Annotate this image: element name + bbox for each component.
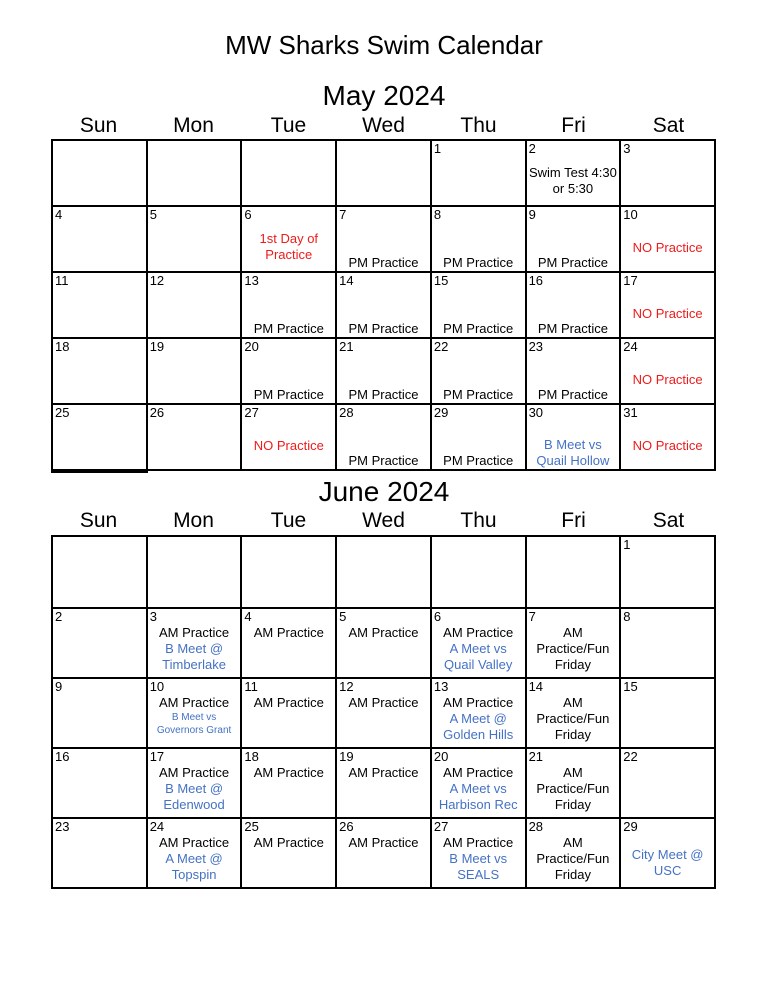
day-cell (621, 141, 716, 207)
weekday-label: Thu (460, 509, 497, 532)
event-text: PM Practice (253, 321, 324, 336)
day-cell (527, 609, 622, 679)
day-cell (621, 273, 716, 339)
day-number: 16 (528, 273, 544, 288)
day-number: 9 (55, 679, 63, 694)
event-text: AM Practice (348, 625, 419, 640)
event-text: B Meet vs SEALS (449, 851, 508, 882)
event-text: AM Practice (348, 695, 419, 710)
day-cell (337, 537, 432, 609)
day-number: 24 (149, 819, 165, 834)
event-text: AM Practice (443, 835, 514, 850)
day-number: 5 (149, 207, 157, 222)
day-number: 1 (433, 141, 442, 156)
day-number: 12 (149, 273, 165, 288)
day-cell (432, 207, 527, 273)
event-text: B Meet @ Timberlake (162, 641, 226, 672)
day-number: 13 (244, 273, 259, 288)
day-number: 22 (433, 339, 449, 354)
event-text: PM Practice (253, 387, 324, 402)
day-cell (621, 609, 716, 679)
day-number: 7 (339, 207, 347, 222)
event-text: AM Practice (159, 625, 230, 640)
day-number: 18 (55, 339, 70, 354)
day-cell (53, 405, 148, 471)
day-number: 9 (528, 207, 536, 222)
month-title-june: June 2024 (318, 476, 450, 507)
event-text: PM Practice (443, 321, 514, 336)
day-number: 14 (339, 273, 354, 288)
event-text: PM Practice (348, 321, 419, 336)
day-cell (621, 207, 716, 273)
day-number: 11 (55, 273, 69, 288)
day-cell (432, 405, 527, 471)
day-cell (242, 537, 337, 609)
event-text: NO Practice (632, 372, 703, 387)
weekday-label: Sun (79, 509, 118, 532)
event-text: AM Practice/Fun Friday (536, 695, 610, 742)
event-text: NO Practice (632, 306, 703, 321)
day-number: 20 (433, 749, 449, 764)
day-cell (148, 537, 243, 609)
day-cell (621, 537, 716, 609)
event-text: A Meet vs Harbison Rec (438, 781, 518, 812)
day-cell (242, 273, 337, 339)
event-text: B Meet vs Quail Hollow (536, 437, 610, 468)
day-number: 4 (55, 207, 63, 222)
day-number: 26 (339, 819, 354, 834)
day-number: 21 (339, 339, 354, 354)
day-cell (242, 207, 337, 273)
day-cell (621, 339, 716, 405)
day-cell (527, 207, 622, 273)
day-cell (53, 207, 148, 273)
event-text: NO Practice (253, 438, 324, 453)
day-number: 31 (623, 405, 638, 420)
day-number: 21 (528, 749, 544, 764)
day-cell (148, 749, 243, 819)
day-number: 7 (528, 609, 536, 624)
weekday-header-may (51, 112, 716, 140)
day-number: 28 (528, 819, 544, 834)
event-text: A Meet @ Golden Hills (443, 711, 514, 742)
weekday-label: Fri (561, 114, 586, 137)
weekday-label: Sun (79, 114, 118, 137)
event-text: PM Practice (443, 453, 514, 468)
weekday-label: Tue (270, 509, 307, 532)
weekday-label: Wed (362, 509, 405, 532)
day-cell (337, 405, 432, 471)
day-number: 23 (528, 339, 544, 354)
day-cell (337, 749, 432, 819)
event-text: AM Practice (253, 765, 324, 780)
event-text: AM Practice (348, 765, 419, 780)
day-cell (621, 749, 716, 819)
month-title-may: May 2024 (322, 80, 446, 111)
event-text: A Meet vs Quail Valley (444, 641, 513, 672)
day-cell (337, 679, 432, 749)
event-text: AM Practice (253, 835, 324, 850)
event-text: AM Practice (443, 625, 514, 640)
day-cell (53, 609, 148, 679)
day-cell (621, 679, 716, 749)
event-text: AM Practice (159, 765, 230, 780)
day-number: 27 (244, 405, 259, 420)
day-number: 8 (433, 207, 442, 222)
day-cell (337, 273, 432, 339)
day-cell (621, 819, 716, 889)
day-number: 23 (55, 819, 70, 834)
day-number: 26 (149, 405, 165, 420)
day-cell (53, 819, 148, 889)
day-number: 8 (623, 609, 631, 624)
day-number: 30 (528, 405, 544, 420)
day-cell (148, 609, 243, 679)
event-text: A Meet @ Topspin (165, 851, 223, 882)
day-number: 13 (433, 679, 449, 694)
calendar-title: MW Sharks Swim Calendar (225, 30, 543, 60)
weekday-label: Sat (652, 509, 685, 532)
weekday-label: Tue (270, 114, 307, 137)
day-cell (148, 207, 243, 273)
day-number: 25 (244, 819, 259, 834)
weekday-label: Thu (460, 114, 497, 137)
weekday-label: Sat (652, 114, 685, 137)
calendar-grid-may (51, 139, 716, 473)
day-cell (621, 405, 716, 471)
day-cell (337, 207, 432, 273)
day-cell (242, 609, 337, 679)
day-number: 2 (528, 141, 536, 156)
day-cell (432, 819, 527, 889)
event-text: Swim Test 4:30 or 5:30 (528, 165, 617, 196)
day-cell (432, 749, 527, 819)
day-cell (53, 537, 148, 609)
day-number: 15 (623, 679, 638, 694)
day-cell (337, 141, 432, 207)
day-cell (527, 405, 622, 471)
day-number: 29 (623, 819, 638, 834)
day-number: 3 (623, 141, 631, 156)
day-cell (148, 273, 243, 339)
event-text: AM Practice (443, 765, 514, 780)
event-text: AM Practice (159, 695, 230, 710)
day-number: 19 (339, 749, 354, 764)
day-cell (527, 819, 622, 889)
day-cell (53, 471, 148, 473)
day-number: 10 (623, 207, 638, 222)
day-cell (527, 749, 622, 819)
event-text: City Meet @ USC (631, 847, 704, 878)
day-number: 24 (623, 339, 638, 354)
event-text: PM Practice (348, 453, 419, 468)
day-number: 15 (433, 273, 449, 288)
day-cell (432, 679, 527, 749)
day-cell (53, 339, 148, 405)
event-text: AM Practice/Fun Friday (536, 835, 610, 882)
day-cell (53, 273, 148, 339)
day-number: 3 (149, 609, 157, 624)
event-text: AM Practice (253, 625, 324, 640)
day-cell (527, 141, 622, 207)
day-number: 27 (433, 819, 449, 834)
weekday-label: Mon (173, 114, 214, 137)
event-text: AM Practice/Fun Friday (536, 765, 610, 812)
event-text: AM Practice (443, 695, 514, 710)
weekday-label: Mon (173, 509, 214, 532)
day-cell (242, 339, 337, 405)
day-number: 18 (244, 749, 259, 764)
day-cell (242, 749, 337, 819)
day-number: 4 (244, 609, 252, 624)
day-cell (432, 339, 527, 405)
day-cell (432, 537, 527, 609)
day-cell (432, 273, 527, 339)
day-cell (527, 537, 622, 609)
event-text: AM Practice (159, 835, 230, 850)
day-number: 12 (339, 679, 354, 694)
day-number: 6 (433, 609, 442, 624)
day-cell (337, 819, 432, 889)
event-text: PM Practice (443, 255, 514, 270)
day-number: 10 (149, 679, 165, 694)
event-text: B Meet vs Governors Grant (156, 712, 232, 736)
weekday-header-june (51, 507, 716, 535)
day-number: 20 (244, 339, 259, 354)
event-text: PM Practice (348, 255, 419, 270)
day-number: 25 (55, 405, 70, 420)
day-number: 22 (623, 749, 638, 764)
event-text: 1st Day of Practice (259, 231, 319, 262)
day-cell (242, 405, 337, 471)
day-number: 11 (244, 679, 258, 694)
event-text: PM Practice (443, 387, 514, 402)
day-number: 14 (528, 679, 544, 694)
day-cell (527, 273, 622, 339)
day-cell (432, 609, 527, 679)
event-text: PM Practice (348, 387, 419, 402)
day-cell (337, 609, 432, 679)
day-number: 28 (339, 405, 354, 420)
day-cell (148, 141, 243, 207)
day-cell (53, 679, 148, 749)
day-cell (242, 141, 337, 207)
event-text: AM Practice (348, 835, 419, 850)
day-cell (148, 405, 243, 471)
weekday-label: Wed (362, 114, 405, 137)
event-text: PM Practice (537, 255, 608, 270)
day-number: 6 (244, 207, 252, 222)
day-number: 29 (433, 405, 449, 420)
day-cell (148, 819, 243, 889)
event-text: PM Practice (537, 387, 608, 402)
calendar-grid-june (51, 535, 716, 889)
day-number: 16 (55, 749, 70, 764)
event-text: AM Practice (253, 695, 324, 710)
event-text: PM Practice (537, 321, 608, 336)
day-number: 17 (149, 749, 165, 764)
event-text: NO Practice (632, 438, 703, 453)
event-text: AM Practice/Fun Friday (536, 625, 610, 672)
day-cell (148, 679, 243, 749)
day-cell (432, 141, 527, 207)
day-number: 1 (623, 537, 631, 552)
weekday-label: Fri (561, 509, 586, 532)
day-cell (527, 339, 622, 405)
day-cell (148, 339, 243, 405)
day-cell (527, 679, 622, 749)
day-number: 17 (623, 273, 638, 288)
day-number: 2 (55, 609, 63, 624)
day-cell (53, 749, 148, 819)
day-number: 19 (149, 339, 165, 354)
day-cell (242, 819, 337, 889)
day-number: 5 (339, 609, 347, 624)
day-cell (53, 141, 148, 207)
event-text: NO Practice (632, 240, 703, 255)
event-text: B Meet @ Edenwood (163, 781, 225, 812)
day-cell (337, 339, 432, 405)
day-cell (242, 679, 337, 749)
